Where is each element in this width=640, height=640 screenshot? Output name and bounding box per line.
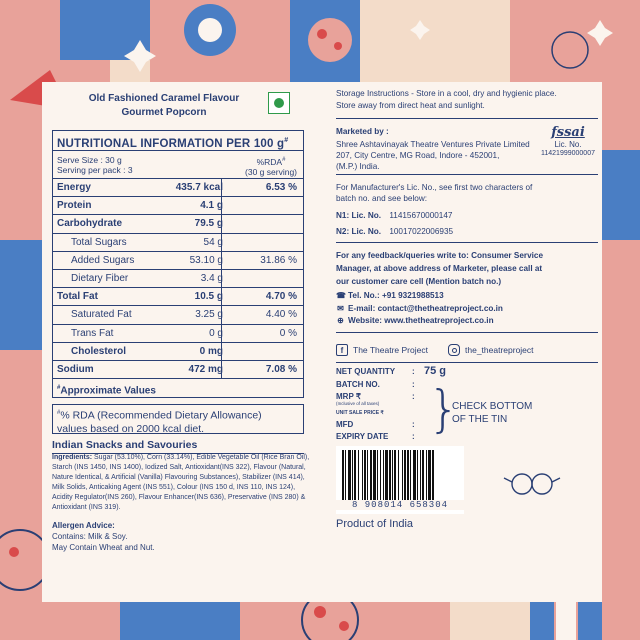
phone-icon: ☎ — [336, 291, 346, 300]
nutrient-rda: 0 % — [279, 327, 297, 339]
nutrient-name: Sodium — [57, 363, 94, 375]
nutrient-value: 3.25 g — [195, 309, 223, 321]
nutrition-row — [53, 197, 303, 215]
nutrition-footnote: #Approximate Values — [57, 385, 156, 397]
facebook-link[interactable]: f The Theatre Project — [336, 344, 428, 356]
instagram-link[interactable]: the_theatreproject — [448, 344, 534, 356]
nutrient-value: 53.10 g — [189, 254, 223, 266]
nutrient-name: Total Fat — [57, 291, 98, 303]
product-of-india: Product of India — [336, 518, 414, 530]
nutrient-value: 10.5 g — [194, 291, 223, 303]
instagram-icon — [448, 344, 460, 356]
contact-info — [336, 290, 598, 328]
divider — [336, 332, 598, 333]
nutrient-name: Added Sugars — [71, 254, 135, 266]
brace: } — [428, 380, 460, 438]
nutrition-table — [52, 130, 304, 398]
net-quantity-label: NET QUANTITY : — [336, 367, 415, 376]
nutrient-name: Cholesterol — [71, 345, 127, 357]
swachh-bharat-icon — [500, 468, 564, 508]
divider — [336, 174, 598, 175]
product-title: Old Fashioned Caramel Flavour Gourmet Popcorn — [88, 93, 240, 118]
fssai-logo: fssai — [551, 125, 585, 140]
n2-license: N2: Lic. No. 10017022006935 — [336, 227, 454, 236]
nutrition-row — [53, 270, 303, 288]
facebook-icon: f — [336, 344, 348, 356]
nutrition-row — [53, 252, 303, 270]
marketer-info: Marketed by : Shree Ashtavinayak Theatre Ventures Private Limited 207, City Centre, MG Road, Indore - 452001, (M.P.) India. — [336, 127, 530, 171]
allergen-advice: Allergen Advice: Contains: Milk & Soy. May Contain Wheat and Nut. — [52, 521, 155, 552]
nutrient-name: Saturated Fat — [71, 309, 132, 321]
nutrient-value: 0 g — [209, 327, 223, 339]
batch-label: BATCH NO. : — [336, 380, 415, 389]
manufacturer-note: For Manufacturer's Lic. No., see first two characters of batch no. and see below: — [336, 183, 533, 203]
divider — [336, 118, 598, 119]
divider — [336, 242, 598, 243]
nutrient-value: 54 g — [203, 236, 223, 248]
nutrient-value: 3.4 g — [200, 272, 223, 284]
nutrient-name: Dietary Fiber — [71, 272, 129, 284]
nutrition-heading: NUTRITIONAL INFORMATION PER 100 g# — [53, 131, 303, 151]
net-quantity-value: 75 g — [424, 365, 447, 377]
nutrient-value: 4.1 g — [200, 200, 223, 212]
nutrient-rda: 4.40 % — [265, 309, 297, 321]
nutrient-value: 79.5 g — [194, 218, 223, 230]
nutrient-rda: 6.53 % — [265, 182, 297, 193]
nutrient-name: Protein — [57, 200, 92, 212]
nutrient-rda: 7.08 % — [265, 363, 297, 375]
fssai-block: fssai Lic. No. 11421999000007 — [538, 126, 598, 158]
email-link[interactable]: E-mail: contact@thetheatreproject.co.in — [348, 303, 503, 313]
category-title: Indian Snacks and Savouries — [52, 439, 304, 454]
divider — [336, 362, 598, 363]
veg-mark-icon — [268, 92, 290, 114]
phone-number[interactable]: Tel. No.: +91 9321988513 — [348, 291, 444, 300]
nutrient-value: 0 mg — [199, 345, 223, 357]
ingredients: Ingredients: Sugar (53.10%), Corn (33.14%), Edible Vegetable Oil (Rice Bran Oil), Starch (INS 1450, INS 1400), Iodized Salt, Antioxidant(INS 322), Flavour (Natural, Nature Identical, & Artificial (Vanilla) Flavouring Substances), Stabilizer (INS 414), Milk Solids, Anticaking Agent (INS 551), Colour (INS 150 d, INS 110, INS 124), Acidity Regulator(INS 260), Flavour Enhancer(INS 636), Preservative (INS 280) & Antioxidant (INS 319). — [52, 454, 310, 511]
nutrition-row — [53, 325, 303, 343]
nutrient-value: 472 mg — [188, 363, 223, 375]
nutrient-value: 435.7 kcal — [175, 182, 223, 193]
website-icon: ⊕ — [337, 316, 344, 325]
nutrient-name: Carbohydrate — [57, 218, 123, 230]
nutrient-rda: 31.86 % — [260, 254, 297, 266]
n1-license: N1: Lic. No. 11415670000147 — [336, 211, 453, 220]
nutrition-row — [53, 179, 303, 197]
check-bottom-note: CHECK BOTTOM OF THE TIN — [452, 401, 533, 425]
rda-note: #% RDA (Recommended Dietary Allowance) values based on 2000 kcal diet. — [52, 404, 304, 434]
nutrition-row — [53, 306, 303, 324]
email-icon: ✉ — [337, 303, 344, 313]
serving-info: Serve Size : 30 g Serving per pack : 3 %RDA# (30 g serving) — [53, 151, 303, 179]
nutrition-row — [53, 288, 303, 306]
barcode-number: 8 908014 658304 — [336, 500, 464, 510]
nutrition-row — [53, 234, 303, 252]
nutrition-row — [53, 343, 303, 361]
feedback-info: For any feedback/queries write to: Consumer Service Manager, at above address of Marketer, please call at our customer care cell (Mention batch no.) — [336, 251, 544, 286]
nutrient-name: Total Sugars — [71, 236, 127, 248]
nutrition-row — [53, 361, 303, 379]
storage-instructions: Storage Instructions - Store in a cool, dry and hygienic place. Store away from direct heat and sunlight. — [336, 89, 557, 110]
website-link[interactable]: Website: www.thetheatreproject.co.in — [348, 316, 494, 325]
unit-price-label: UNIT SALE PRICE ₹ — [336, 410, 384, 416]
nutrient-name: Energy — [57, 182, 91, 193]
nutrient-rda: 4.70 % — [265, 291, 297, 303]
mfd-label: MFD : — [336, 420, 415, 429]
nutrition-row — [53, 215, 303, 233]
expiry-label: EXPIRY DATE : — [336, 432, 415, 441]
nutrient-name: Trans Fat — [71, 327, 114, 339]
mrp-label: MRP ₹ (Inclusive of all taxes) : — [336, 392, 415, 406]
